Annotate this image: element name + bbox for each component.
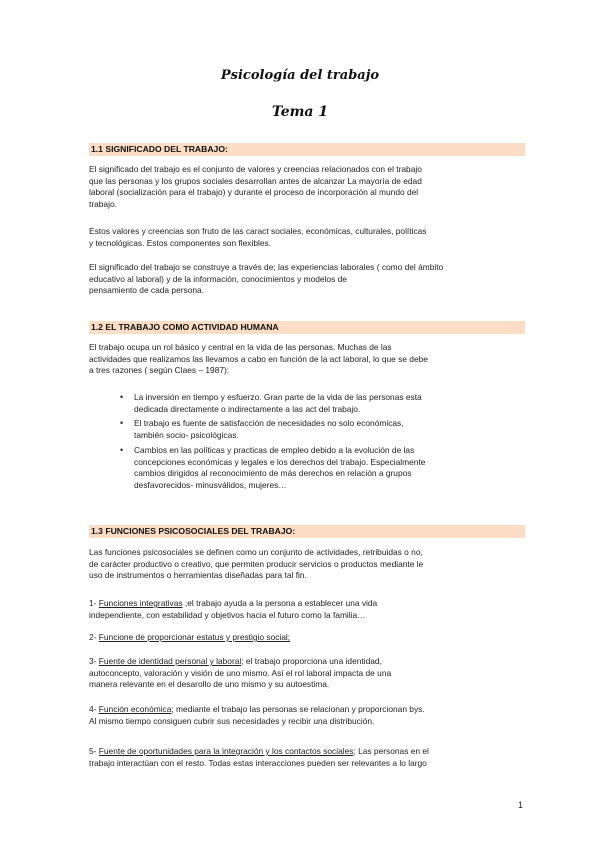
page-number: 1 — [518, 800, 524, 810]
list-item — [120, 392, 534, 415]
funcion-estatus — [89, 632, 529, 644]
paragraph-significado-1 — [89, 164, 529, 211]
text-line: El significado del trabajo es el conjunto de valores y creencias relacionados con el trabajo — [89, 164, 422, 174]
funcion-economica — [89, 704, 529, 727]
text-line — [89, 746, 529, 758]
text-line — [89, 598, 529, 610]
text-line — [89, 632, 529, 644]
bullet-icon: • — [120, 444, 124, 455]
text-line: dedicada directamente o indirectamente a las act del trabajo. — [134, 403, 361, 414]
text-line: El significado del trabajo se construye a través de; las experiencias laborales ( como del ámbito — [89, 262, 444, 272]
paragraph-funciones-intro — [89, 547, 529, 582]
text-line: independiente, con estabilidad y objetivos hacia el futuro como la familia… — [89, 609, 366, 620]
text-line: autoconcepto, valoración y visión de uno mismo. Así el rol laboral impacta de una — [89, 667, 392, 678]
funcion-integrativas — [89, 598, 529, 621]
item-number: 3- — [89, 656, 99, 666]
item-text: ; el trabajo proporciona una identidad, — [241, 656, 382, 666]
text-line: Las funciones psicosociales se definen como un conjunto de actividades, retribuidas o no, — [89, 547, 423, 557]
funcion-identidad — [89, 656, 529, 691]
bullet-icon: • — [120, 418, 124, 429]
text-line: de carácter productivo o creativo, que permiten producir servicios o productos mediante le — [89, 558, 424, 569]
text-line: Cambios en las políticas y practicas de empleo debido a la evolución de las — [134, 444, 415, 455]
item-title: Fuente de oportunidades para la integración y los contactos sociales — [98, 746, 354, 756]
paragraph-significado-3 — [89, 262, 529, 297]
text-line: concepciones económicas y legales e los derechos del trabajo. Especialmente — [134, 456, 426, 467]
text-line: cambios dirigidos al reconocimiento de más derechos en relación a grupos — [134, 468, 412, 479]
text-line: actividades que realizamos las llevamos a cabo en función de la act laboral, lo que se debe — [89, 353, 428, 364]
item-text: ; Las personas en el — [353, 746, 429, 756]
paragraph-actividad-intro — [89, 342, 529, 377]
document-subtitle: Tema 1 — [271, 104, 329, 120]
item-title: Funcione de proporcionar estatus y prestigio social; — [98, 632, 291, 642]
paragraph-significado-2 — [89, 226, 529, 249]
text-line: que las personas y los grupos sociales desarrollan antes de alcanzar La mayoría de edad — [89, 175, 422, 186]
item-number: 5- — [89, 746, 99, 756]
bullet-icon: • — [120, 392, 124, 402]
item-title: Fuente de identidad personal y laboral — [98, 656, 242, 666]
text-line: La inversión en tiempo y esfuerzo. Gran parte de la vida de las personas esta — [134, 392, 422, 402]
item-number: 1- — [89, 598, 99, 608]
list-item — [120, 418, 534, 441]
text-line: El trabajo es fuente de satisfacción de necesidades no solo económicas, — [134, 418, 404, 429]
section-heading-actividad-humana: 1.2 EL TRABAJO COMO ACTIVIDAD HUMANA — [89, 321, 525, 334]
text-line: desfavorecidos- minusválidos, mujeres… — [134, 479, 287, 490]
document-title: Psicología del trabajo — [220, 68, 380, 83]
bullet-list-razones — [120, 392, 534, 495]
list-item — [120, 444, 534, 492]
text-line: El trabajo ocupa un rol básico y central en la vida de las personas. Muchas de las — [89, 342, 392, 352]
section-heading-significado: 1.1 SIGNIFICADO DEL TRABAJO: — [89, 143, 525, 156]
text-line: también socio- psicológicas. — [134, 430, 239, 441]
text-line: a tres razones ( según Claes – 1987): — [89, 365, 230, 376]
text-line: trabajo. — [89, 199, 117, 210]
text-line: Estos valores y creencias son fruto de las caract sociales, económicas, culturales, políticas — [89, 226, 427, 236]
item-text: ; mediante el trabajo las personas se relacionan y proporcionan bys. — [171, 704, 425, 714]
text-line: trabajo interactúan con el resto. Todas estas interacciones pueden ser relevantes a lo largo — [89, 757, 427, 768]
section-heading-funciones: 1.3 FUNCIONES PSICOSOCIALES DEL TRABAJO: — [89, 525, 525, 538]
text-line — [89, 656, 529, 668]
funcion-oportunidades — [89, 746, 529, 769]
text-line: pensamiento de cada persona. — [89, 285, 205, 296]
item-number: 2- — [89, 632, 99, 642]
item-title: Función económica — [98, 704, 172, 714]
text-line: Al mismo tiempo consiguen cubrir sus necesidades y recibir una distribución. — [89, 715, 375, 726]
text-line: educativo al laboral) y de la información, conocimientos y modelos de — [89, 273, 347, 284]
item-number: 4- — [89, 704, 99, 714]
text-line: laboral (socialización para el trabajo) y durante el proceso de incorporación al mundo del — [89, 187, 419, 198]
item-title: Funciones integrativas — [98, 598, 183, 608]
text-line: uso de instrumentos o herramientas diseñadas para tal fin. — [89, 570, 307, 581]
text-line — [89, 704, 529, 716]
item-text: ;el trabajo ayuda a la persona a establecer una vida — [182, 598, 378, 608]
text-line: y tecnológicas. Estos componentes son flexibles. — [89, 237, 272, 248]
text-line: manera relevante en el desarollo de uno mismo y su autoestima. — [89, 679, 330, 690]
